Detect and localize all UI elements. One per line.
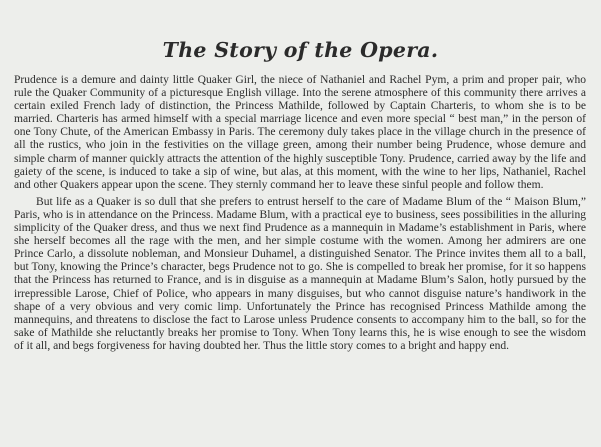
story-paragraph-1: Prudence is a demure and dainty little Quaker Girl, the niece of Nathaniel and Rachel Pym, a prim and proper pair, who rule the Quaker Community of a picturesque English village. Into the serene atmosphere of this community there arrives a certain exiled French lady of distinction, the Princess Mathilde, followed by Captain Charteris, to whom she is to be married. Charteris has armed himself with a special marriage licence and even more special “ best man,” in the person of one Tony Chute, of the American Embassy in Paris. The ceremony duly takes place in the village church in the presence of all the rustics, who join in the festivities on the village green, among their number being Prudence, whose demure and simple charm of manner quickly attracts the attention of the highly susceptible Tony. Prudence, carried away by the life and gaiety of the scene, is induced to take a sip of wine, but alas, at this moment, with the wine to her lips, Nathaniel, Rachel and other Quakers appear upon the scene. They sternly command her to leave these sinful people and follow them. bbox=[14, 74, 586, 191]
story-body bbox=[14, 74, 586, 353]
story-paragraph-2: But life as a Quaker is so dull that she prefers to entrust herself to the care of Madame Blum of the “ Maison Blum,” Paris, who is in attendance on the Princess. Madame Blum, with a practical eye to business, sees possibilities in the alluring simplicity of the Quaker dress, and thus we next find Prudence as a mannequin in Madame’s establishment in Paris, where she herself becomes all the rage with the men, and her simple costume with the women. Among her admirers are one Prince Carlo, a dissolute nobleman, and Monsieur Duhamel, a distinguished Senator. The Prince invites them all to a ball, but Tony, knowing the Prince’s character, begs Prudence not to go. She is compelled to break her promise, for it so happens that the Princess has returned to France, and is in disguise as a mannequin at Madame Blum’s Salon, hotly pursued by the irrepressible Larose, Chief of Police, who appears in many disguises, but who cannot disguise nature’s handiwork in the shape of a very obvious and very comic limp. Unfortunately the Prince has recognised Princess Mathilde among the mannequins, and threatens to disclose the fact to Larose unless Prudence consents to accompany him to the ball, so for the sake of Mathilde she reluctantly breaks her promise to Tony. When Tony learns this, he is wise enough to see the wisdom of it all, and begs forgiveness for having doubted her. Thus the little story comes to a bright and happy end. bbox=[14, 195, 586, 352]
page-title: The Story of the Opera. bbox=[162, 38, 439, 62]
